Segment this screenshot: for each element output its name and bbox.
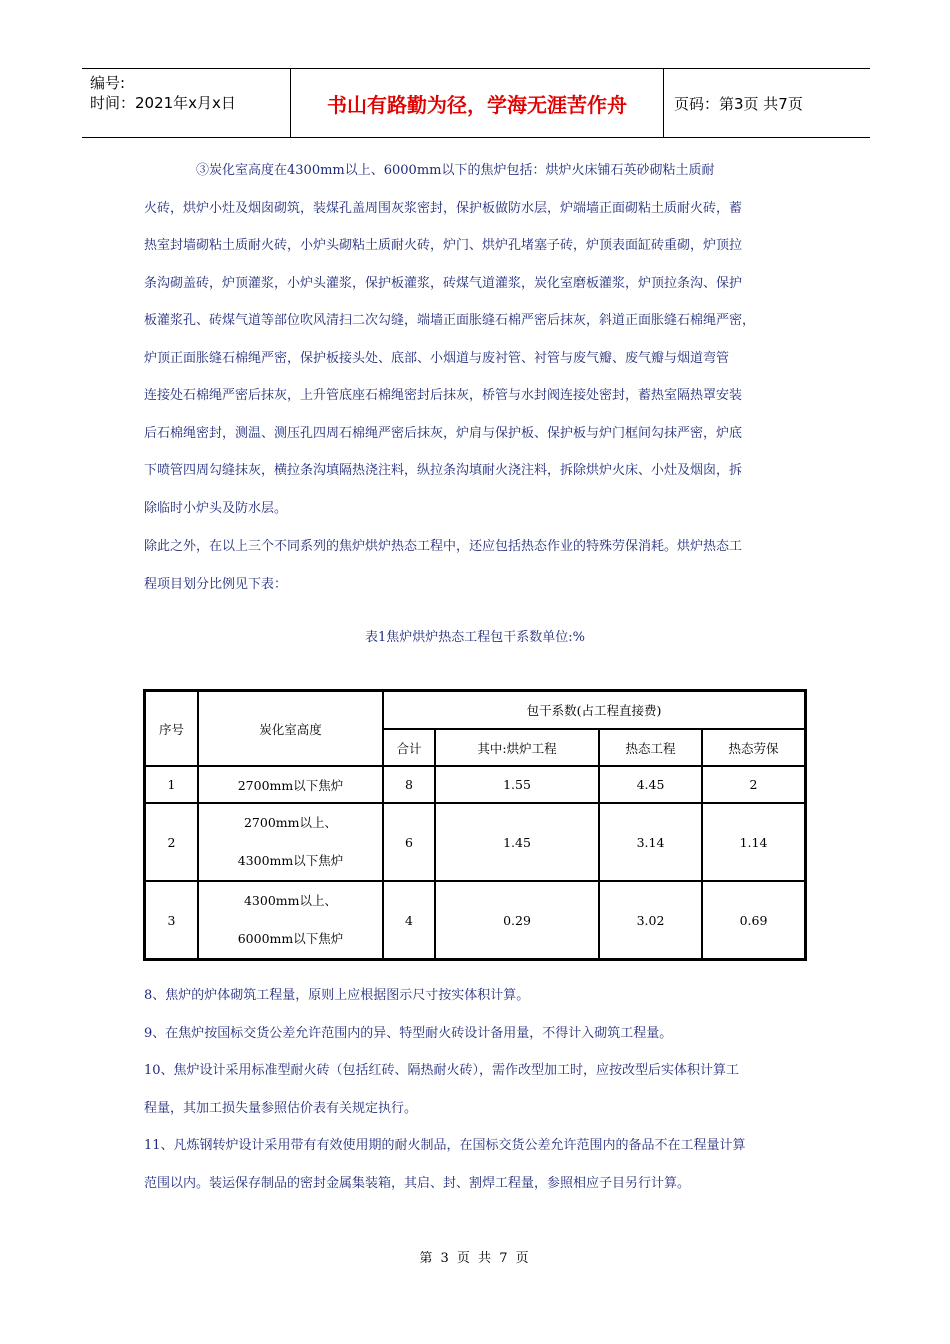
text-line: 范围以内。装运保存制品的密封金属集装箱，其启、封、割焊工程量，参照相应子目另行计算。 [144,1175,691,1191]
header-motto: 书山有路勤为径，学海无涯苦作舟 [290,69,664,137]
cell-labor: 2 [702,766,805,803]
text-line: 8、焦炉的炉体砌筑工程量，原则上应根据图示尺寸按实体积计算。 [144,988,530,1003]
text-line: 条沟砌盖砖，炉顶灌浆，小炉头灌浆，保护板灌浆，砖煤气道灌浆，炭化室磨板灌浆，炉顶拉条沟、保护 [144,275,743,291]
header-oven: 其中:烘炉工程 [435,729,599,766]
paragraph-furnace-items [144,152,814,527]
header-meta [82,69,290,137]
text-line: 连接处石棉绳严密后抹灰，上升管底座石棉绳密封后抹灰，桥管与水封阀连接处密封，蓄热室隔热罩安装 [144,388,743,403]
table-row [145,766,805,803]
header-labor: 热态劳保 [702,729,805,766]
paragraph-intro-table [144,528,814,603]
text-line: 程项目划分比例见下表： [144,576,288,592]
cell-hot: 4.45 [599,766,702,803]
cell-oven: 1.55 [435,766,599,803]
cell-oven: 1.45 [435,803,599,881]
cell-height [198,803,383,881]
cell-no: 1 [145,766,198,803]
doc-number: 编号: [90,74,126,92]
table-row [145,881,805,959]
text-line: 后石棉绳密封，测温、测压孔四周石棉绳严密后抹灰，炉肩与保护板、保护板与炉门框间勾抹严密，炉底 [144,425,743,441]
header-page-number: 页码：第3页 共7页 [674,94,803,113]
cell-hot: 3.14 [599,803,702,881]
text-line: 程量，其加工损失量参照估价表有关规定执行。 [144,1100,418,1116]
text-line: 10、焦炉设计采用标准型耐火砖（包括红砖、隔热耐火砖），需作改型加工时，应按改型后实体积计算工 [144,1063,740,1078]
text-line: 除临时小炉头及防水层。 [144,500,288,516]
table-row [145,803,805,881]
cell-labor: 1.14 [702,803,805,881]
cell-total: 8 [383,766,435,803]
cell-height-line1: 2700mm以上、 [243,815,338,830]
header-hot: 热态工程 [599,729,702,766]
text-line: 炉顶正面胀缝石棉绳严密，保护板接头处、底部、小烟道与废衬管、衬管与废气瓣、废气瓣与烟道弯管 [144,350,730,366]
cell-labor: 0.69 [702,881,805,959]
table-caption: 表1焦炉烘炉热态工程包干系数单位:% [364,630,585,645]
cell-height-line1: 4300mm以上、 [243,893,338,908]
coefficient-table [143,689,807,961]
header-height: 炭化室高度 [198,691,383,766]
text-line: 板灌浆孔、砖煤气道等部位吹风清扫二次勾缝，端墙正面胀缝石棉严密后抹灰，斜道正面胀缝石棉绳严密， [144,313,756,328]
page-header [82,68,870,138]
table-header-row [145,691,805,729]
header-no: 序号 [145,691,198,766]
cell-oven: 0.29 [435,881,599,959]
cell-no: 2 [145,803,198,881]
cell-height: 2700mm以下焦炉 [198,766,383,803]
header-total: 合计 [383,729,435,766]
cell-hot: 3.02 [599,881,702,959]
text-line: 火砖，烘炉小灶及烟囱砌筑，装煤孔盖周围灰浆密封，保护板做防水层，炉端墙正面砌粘土质耐火砖，蓄 [144,200,743,216]
page-footer: 第 3 页 共 7 页 [419,1251,531,1266]
text-line: ③炭化室高度在4300mm以上、6000mm以下的焦炉包括：烘炉火床铺石英砂砌粘土质耐 [144,163,715,178]
cell-height-line2: 4300mm以下焦炉 [237,853,344,868]
doc-time: 时间：2021年x月x日 [90,94,236,112]
cell-height [198,881,383,959]
text-line: 下喷管四周勾缝抹灰，横拉条沟填隔热浇注料，纵拉条沟填耐火浇注料，拆除烘炉火床、小灶及烟囱，拆 [144,463,743,478]
paragraph-rules [144,977,814,1202]
cell-height-line2: 6000mm以下焦炉 [237,931,344,946]
cell-total: 6 [383,803,435,881]
text-line: 除此之外，在以上三个不同系列的焦炉烘炉热态工程中，还应包括热态作业的特殊劳保消耗。烘炉热态工 [144,539,743,554]
cell-no: 3 [145,881,198,959]
text-line: 11、凡炼钢转炉设计采用带有有效使用期的耐火制品，在国标交货公差允许范围内的备品不在工程量计算 [144,1138,746,1153]
cell-total: 4 [383,881,435,959]
text-line: 热室封墙砌粘土质耐火砖，小炉头砌粘土质耐火砖，炉门、烘炉孔堵塞子砖，炉顶表面缸砖重砌，炉顶拉 [144,238,743,253]
text-line: 9、在焦炉按国标交货公差允许范围内的异、特型耐火砖设计备用量，不得计入砌筑工程量。 [144,1025,673,1041]
header-group: 包干系数(占工程直接费) [383,691,805,729]
